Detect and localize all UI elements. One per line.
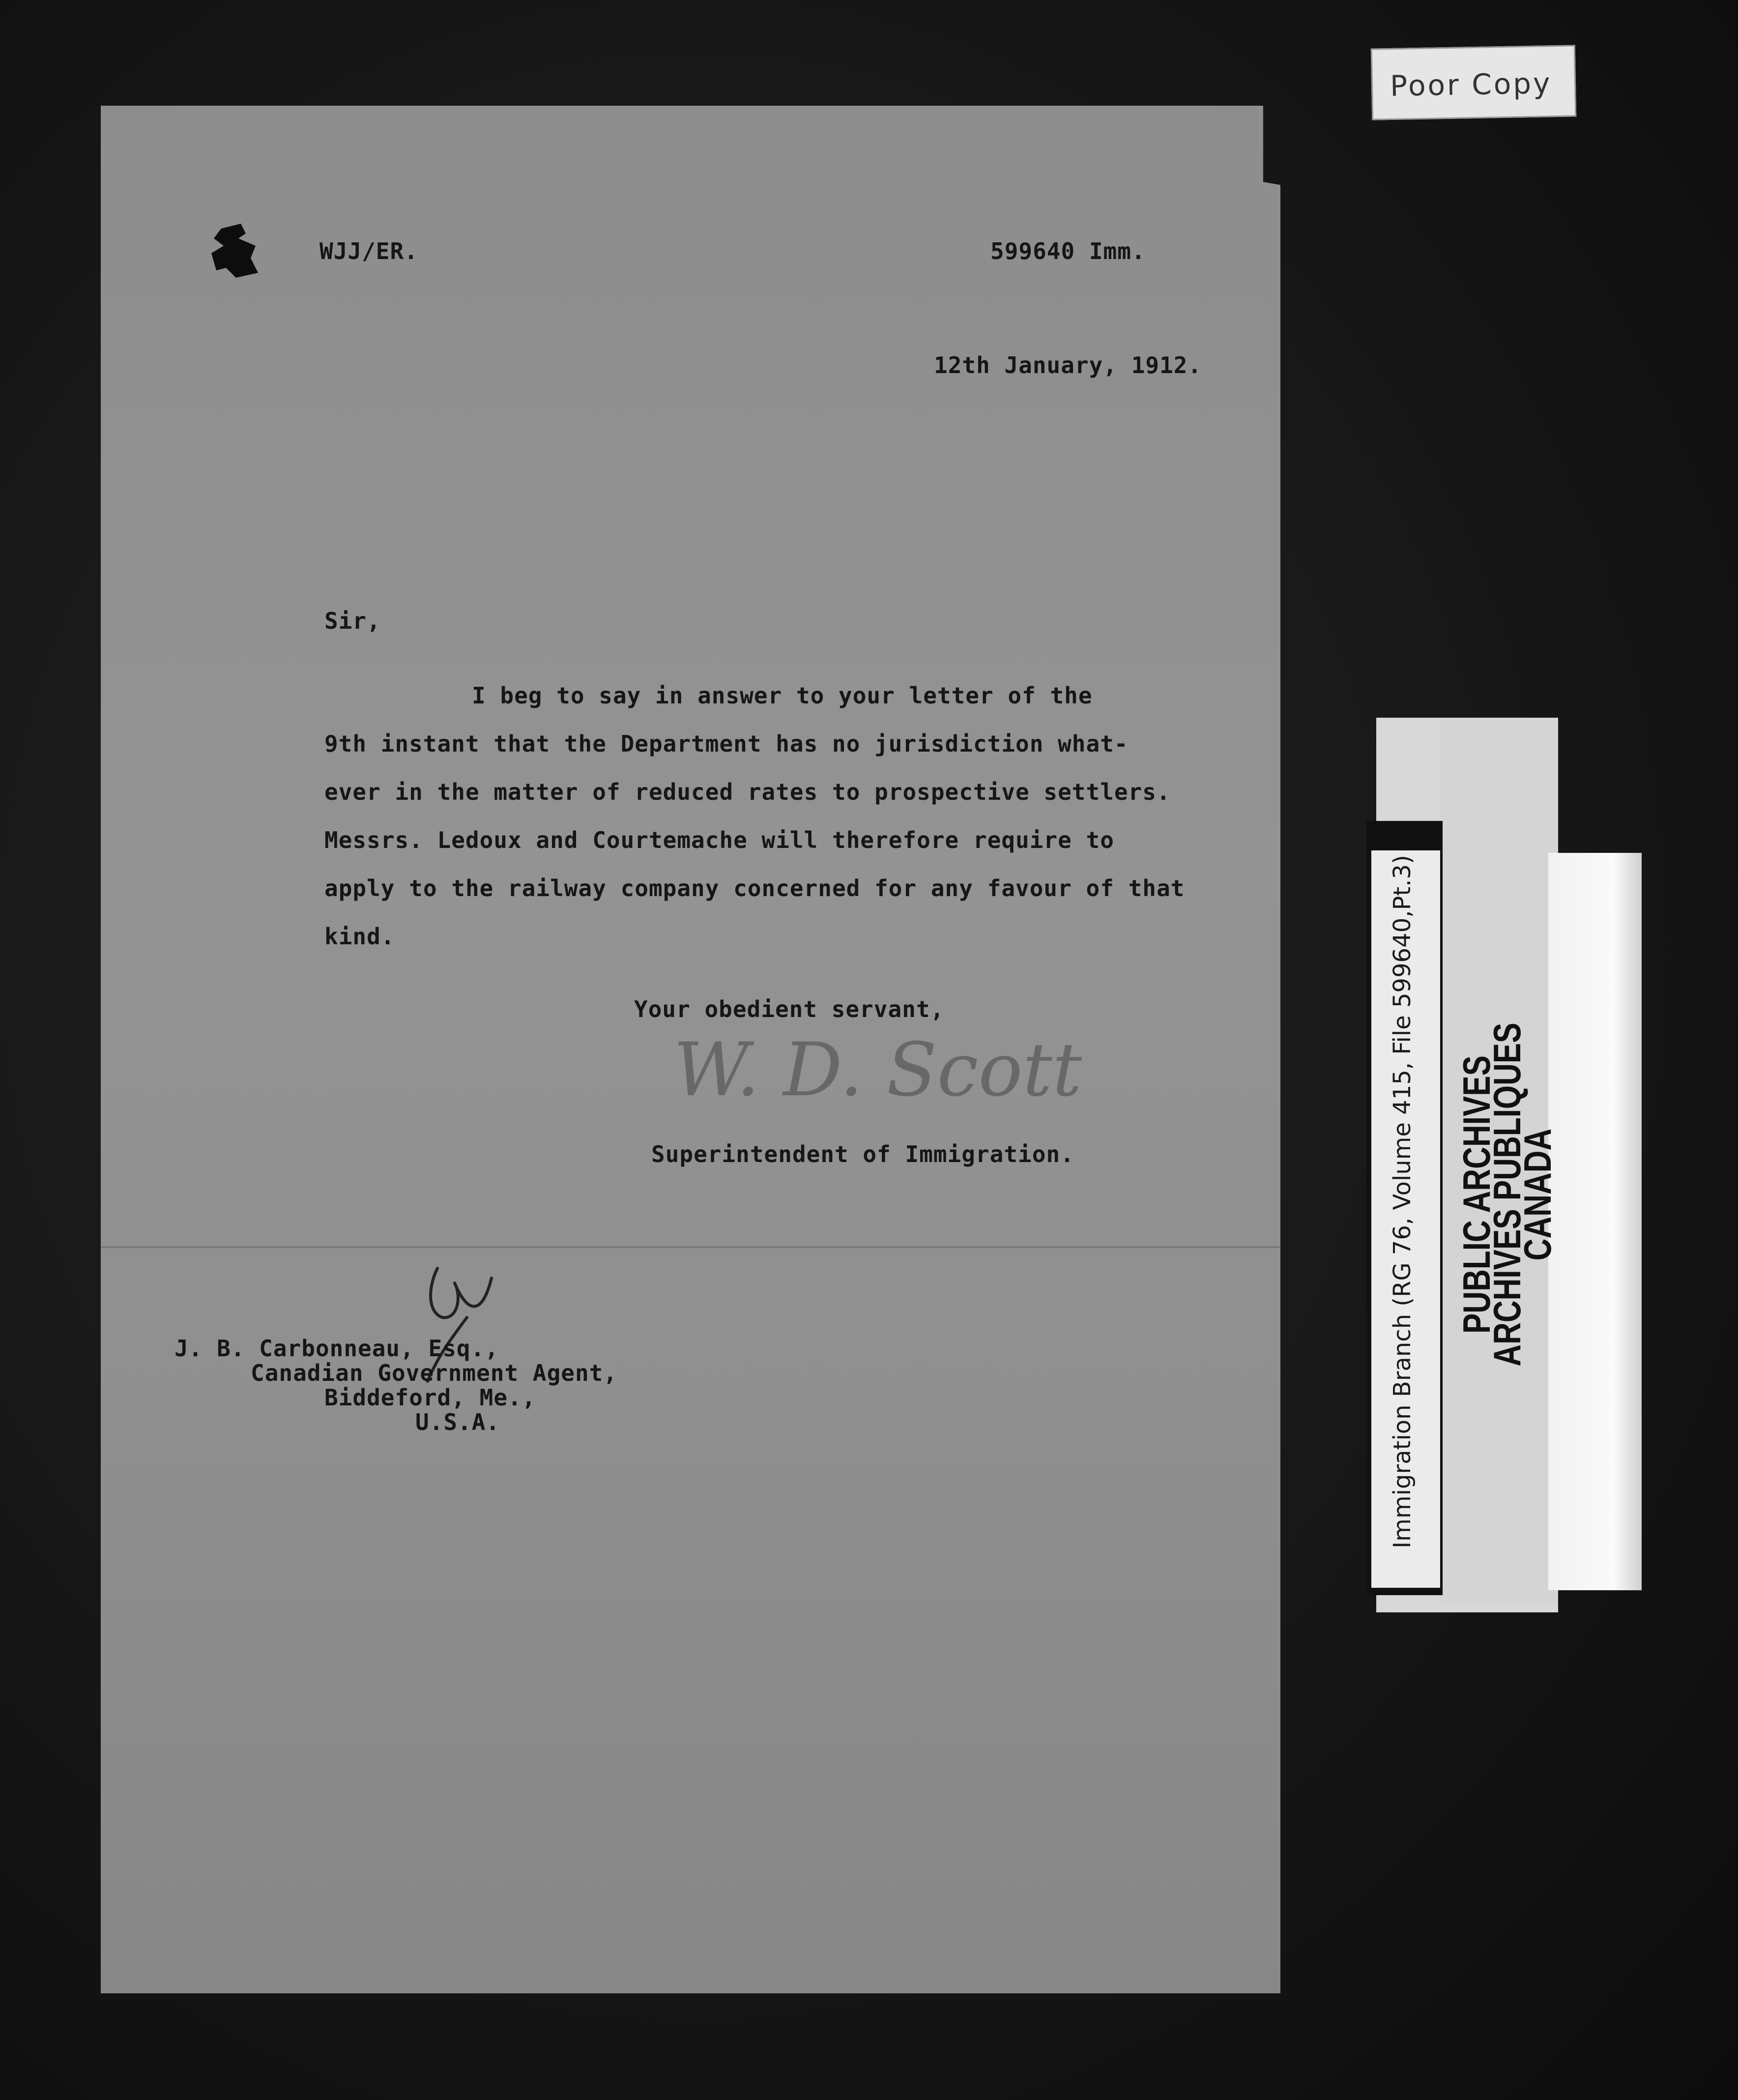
archives-institution [1456,998,1570,1391]
archives-line: PUBLIC ARCHIVES [1456,1055,1499,1334]
signer-title: Superintendent of Immigration. [651,1141,1074,1167]
addressee-line: Biddeford, Me., [324,1384,536,1411]
archives-line: CANADA [1517,1128,1560,1261]
closing: Your obedient servant, [634,996,945,1022]
addressee-line: Canadian Government Agent, [251,1360,618,1386]
signature-text: W. D. Scott [673,1027,1082,1113]
body-line: kind. [324,923,395,950]
file-number: 599640 Imm. [990,238,1146,264]
fold-line [101,1246,1280,1248]
archive-reference: Immigration Branch (RG 76, Volume 415, File 599640,Pt.3) [1389,855,1416,1548]
body-line: 9th instant that the Department has no jurisdiction what- [324,730,1129,757]
addressee-line: U.S.A. [415,1409,500,1435]
body-line: ever in the matter of reduced rates to prospective settlers. [324,779,1171,805]
body-line: Messrs. Ledoux and Courtemache will therefore require to [324,827,1114,853]
body-line: I beg to say in answer to your letter of the [472,682,1093,709]
poor-copy-stamp [1371,45,1576,120]
reference-initials: WJJ/ER. [319,238,418,264]
letter-date: 12th January, 1912. [934,352,1202,379]
stamp-text: Poor Copy [1390,66,1552,103]
body-line: apply to the railway company concerned for any favour of that [324,875,1185,902]
addressee-line: J. B. Carbonneau, Esq., [174,1335,499,1362]
signature [673,1027,1082,1136]
salutation: Sir, [324,608,381,634]
archives-line: ARCHIVES PUBLIQUES [1486,1022,1529,1367]
ink-blot [211,224,258,278]
